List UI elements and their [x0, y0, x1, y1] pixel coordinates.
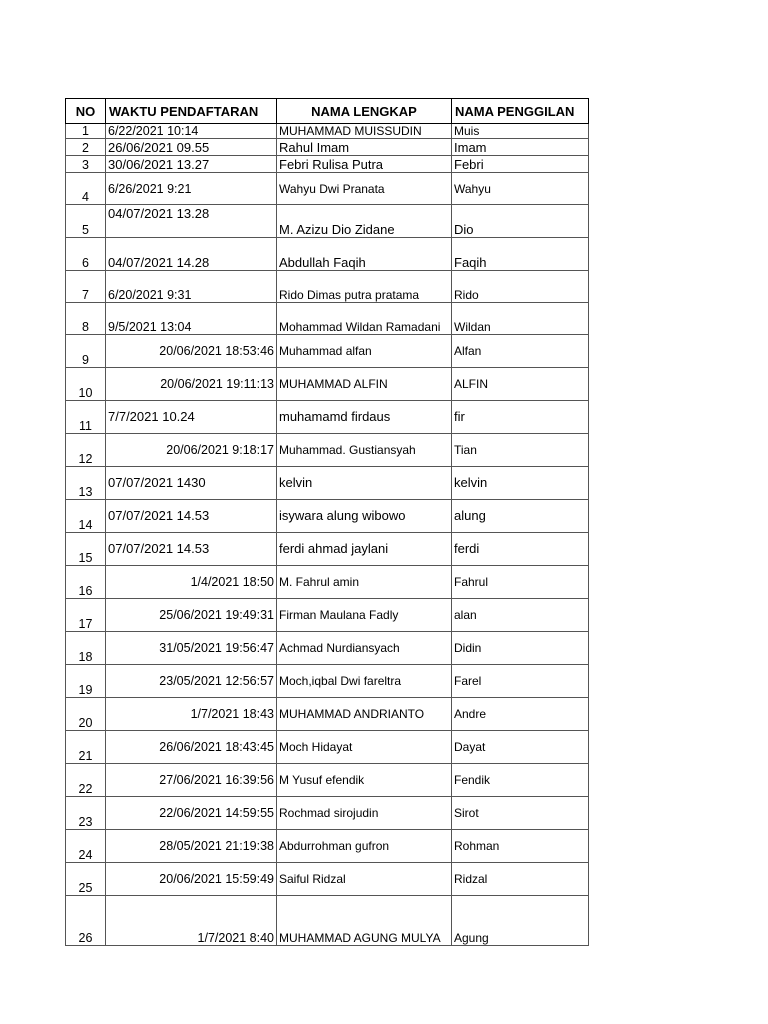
- cell-name: Moch Hidayat: [277, 731, 452, 764]
- cell-time: 25/06/2021 19:49:31: [106, 599, 277, 632]
- table-row: [66, 764, 589, 797]
- table-row: [66, 566, 589, 599]
- cell-time: 26/06/2021 09.55: [106, 139, 277, 156]
- cell-no: 1: [66, 124, 106, 139]
- table-row: [66, 303, 589, 335]
- cell-nick: Wildan: [452, 303, 589, 335]
- cell-nick: Andre: [452, 698, 589, 731]
- cell-no: 2: [66, 139, 106, 156]
- cell-time: 7/7/2021 10.24: [106, 401, 277, 434]
- cell-name: MUHAMMAD MUISSUDIN: [277, 124, 452, 139]
- cell-time: 22/06/2021 14:59:55: [106, 797, 277, 830]
- cell-nick: Tian: [452, 434, 589, 467]
- cell-nick: kelvin: [452, 467, 589, 500]
- cell-nick: Wahyu: [452, 173, 589, 205]
- table-row: [66, 368, 589, 401]
- cell-no: 15: [66, 533, 106, 566]
- cell-time: 1/4/2021 18:50: [106, 566, 277, 599]
- cell-time: 07/07/2021 14.53: [106, 533, 277, 566]
- cell-name: MUHAMMAD AGUNG MULYA: [277, 896, 452, 946]
- header-full-name: NAMA LENGKAP: [277, 99, 452, 124]
- cell-time: 07/07/2021 1430: [106, 467, 277, 500]
- header-nickname: NAMA PENGGILAN: [452, 99, 589, 124]
- cell-time: 6/26/2021 9:21: [106, 173, 277, 205]
- cell-time: 20/06/2021 19:11:13: [106, 368, 277, 401]
- cell-name: ferdi ahmad jaylani: [277, 533, 452, 566]
- cell-nick: Farel: [452, 665, 589, 698]
- cell-name: Rahul Imam: [277, 139, 452, 156]
- cell-no: 4: [66, 173, 106, 205]
- cell-time: 20/06/2021 9:18:17: [106, 434, 277, 467]
- cell-nick: Ridzal: [452, 863, 589, 896]
- cell-no: 7: [66, 271, 106, 303]
- table-row: [66, 632, 589, 665]
- cell-nick: Fahrul: [452, 566, 589, 599]
- cell-no: 18: [66, 632, 106, 665]
- cell-nick: ALFIN: [452, 368, 589, 401]
- cell-no: 25: [66, 863, 106, 896]
- table-row: [66, 665, 589, 698]
- table-row: [66, 896, 589, 946]
- cell-name: Saiful Ridzal: [277, 863, 452, 896]
- cell-time: 28/05/2021 21:19:38: [106, 830, 277, 863]
- table-row: [66, 533, 589, 566]
- cell-name: Moch,iqbal Dwi fareltra: [277, 665, 452, 698]
- cell-no: 24: [66, 830, 106, 863]
- header-row: [66, 99, 589, 124]
- cell-no: 14: [66, 500, 106, 533]
- cell-time: 04/07/2021 13.28: [106, 205, 277, 238]
- cell-no: 17: [66, 599, 106, 632]
- table-row: [66, 139, 589, 156]
- cell-name: Achmad Nurdiansyach: [277, 632, 452, 665]
- cell-nick: ferdi: [452, 533, 589, 566]
- cell-name: Rido Dimas putra pratama: [277, 271, 452, 303]
- cell-name: Wahyu Dwi Pranata: [277, 173, 452, 205]
- table-row: [66, 173, 589, 205]
- cell-nick: Didin: [452, 632, 589, 665]
- table-row: [66, 335, 589, 368]
- cell-no: 6: [66, 238, 106, 271]
- header-registration-time: WAKTU PENDAFTARAN: [106, 99, 277, 124]
- cell-name: Abdurrohman gufron: [277, 830, 452, 863]
- cell-no: 13: [66, 467, 106, 500]
- cell-name: MUHAMMAD ANDRIANTO: [277, 698, 452, 731]
- cell-time: 27/06/2021 16:39:56: [106, 764, 277, 797]
- cell-name: isywara alung wibowo: [277, 500, 452, 533]
- cell-no: 3: [66, 156, 106, 173]
- table-row: [66, 124, 589, 139]
- cell-time: 9/5/2021 13:04: [106, 303, 277, 335]
- cell-nick: Faqih: [452, 238, 589, 271]
- table-row: [66, 156, 589, 173]
- cell-time: 1/7/2021 18:43: [106, 698, 277, 731]
- cell-name: M. Azizu Dio Zidane: [277, 205, 452, 238]
- cell-nick: Febri: [452, 156, 589, 173]
- cell-nick: Alfan: [452, 335, 589, 368]
- table-row: [66, 238, 589, 271]
- table-row: [66, 205, 589, 238]
- cell-no: 11: [66, 401, 106, 434]
- cell-nick: Agung: [452, 896, 589, 946]
- cell-no: 16: [66, 566, 106, 599]
- cell-nick: alan: [452, 599, 589, 632]
- cell-name: Muhammad alfan: [277, 335, 452, 368]
- cell-no: 20: [66, 698, 106, 731]
- table-row: [66, 467, 589, 500]
- cell-name: Febri Rulisa Putra: [277, 156, 452, 173]
- cell-nick: Dio: [452, 205, 589, 238]
- cell-nick: Rohman: [452, 830, 589, 863]
- cell-time: 6/20/2021 9:31: [106, 271, 277, 303]
- registration-table: [65, 98, 589, 946]
- cell-no: 23: [66, 797, 106, 830]
- cell-no: 8: [66, 303, 106, 335]
- cell-nick: Dayat: [452, 731, 589, 764]
- cell-name: kelvin: [277, 467, 452, 500]
- cell-name: Rochmad sirojudin: [277, 797, 452, 830]
- table-row: [66, 830, 589, 863]
- cell-no: 9: [66, 335, 106, 368]
- cell-no: 10: [66, 368, 106, 401]
- cell-time: 20/06/2021 18:53:46: [106, 335, 277, 368]
- cell-no: 5: [66, 205, 106, 238]
- table-row: [66, 599, 589, 632]
- cell-nick: Sirot: [452, 797, 589, 830]
- cell-nick: Imam: [452, 139, 589, 156]
- cell-time: 31/05/2021 19:56:47: [106, 632, 277, 665]
- cell-name: M Yusuf efendik: [277, 764, 452, 797]
- cell-time: 04/07/2021 14.28: [106, 238, 277, 271]
- cell-name: Abdullah Faqih: [277, 238, 452, 271]
- cell-time: 23/05/2021 12:56:57: [106, 665, 277, 698]
- table-row: [66, 434, 589, 467]
- cell-no: 21: [66, 731, 106, 764]
- cell-nick: Fendik: [452, 764, 589, 797]
- cell-no: 22: [66, 764, 106, 797]
- table-row: [66, 731, 589, 764]
- cell-no: 26: [66, 896, 106, 946]
- cell-name: muhamamd firdaus: [277, 401, 452, 434]
- cell-name: MUHAMMAD ALFIN: [277, 368, 452, 401]
- cell-time: 30/06/2021 13.27: [106, 156, 277, 173]
- table-row: [66, 797, 589, 830]
- table-row: [66, 271, 589, 303]
- table-row: [66, 401, 589, 434]
- cell-time: 26/06/2021 18:43:45: [106, 731, 277, 764]
- cell-no: 19: [66, 665, 106, 698]
- header-no: NO: [66, 99, 106, 124]
- table-row: [66, 863, 589, 896]
- cell-nick: alung: [452, 500, 589, 533]
- cell-time: 1/7/2021 8:40: [106, 896, 277, 946]
- cell-time: 20/06/2021 15:59:49: [106, 863, 277, 896]
- cell-nick: fir: [452, 401, 589, 434]
- cell-name: Firman Maulana Fadly: [277, 599, 452, 632]
- cell-nick: Muis: [452, 124, 589, 139]
- cell-name: Mohammad Wildan Ramadani: [277, 303, 452, 335]
- cell-name: Muhammad. Gustiansyah: [277, 434, 452, 467]
- cell-no: 12: [66, 434, 106, 467]
- table-row: [66, 698, 589, 731]
- cell-time: 07/07/2021 14.53: [106, 500, 277, 533]
- cell-time: 6/22/2021 10:14: [106, 124, 277, 139]
- cell-nick: Rido: [452, 271, 589, 303]
- cell-name: M. Fahrul amin: [277, 566, 452, 599]
- table-row: [66, 500, 589, 533]
